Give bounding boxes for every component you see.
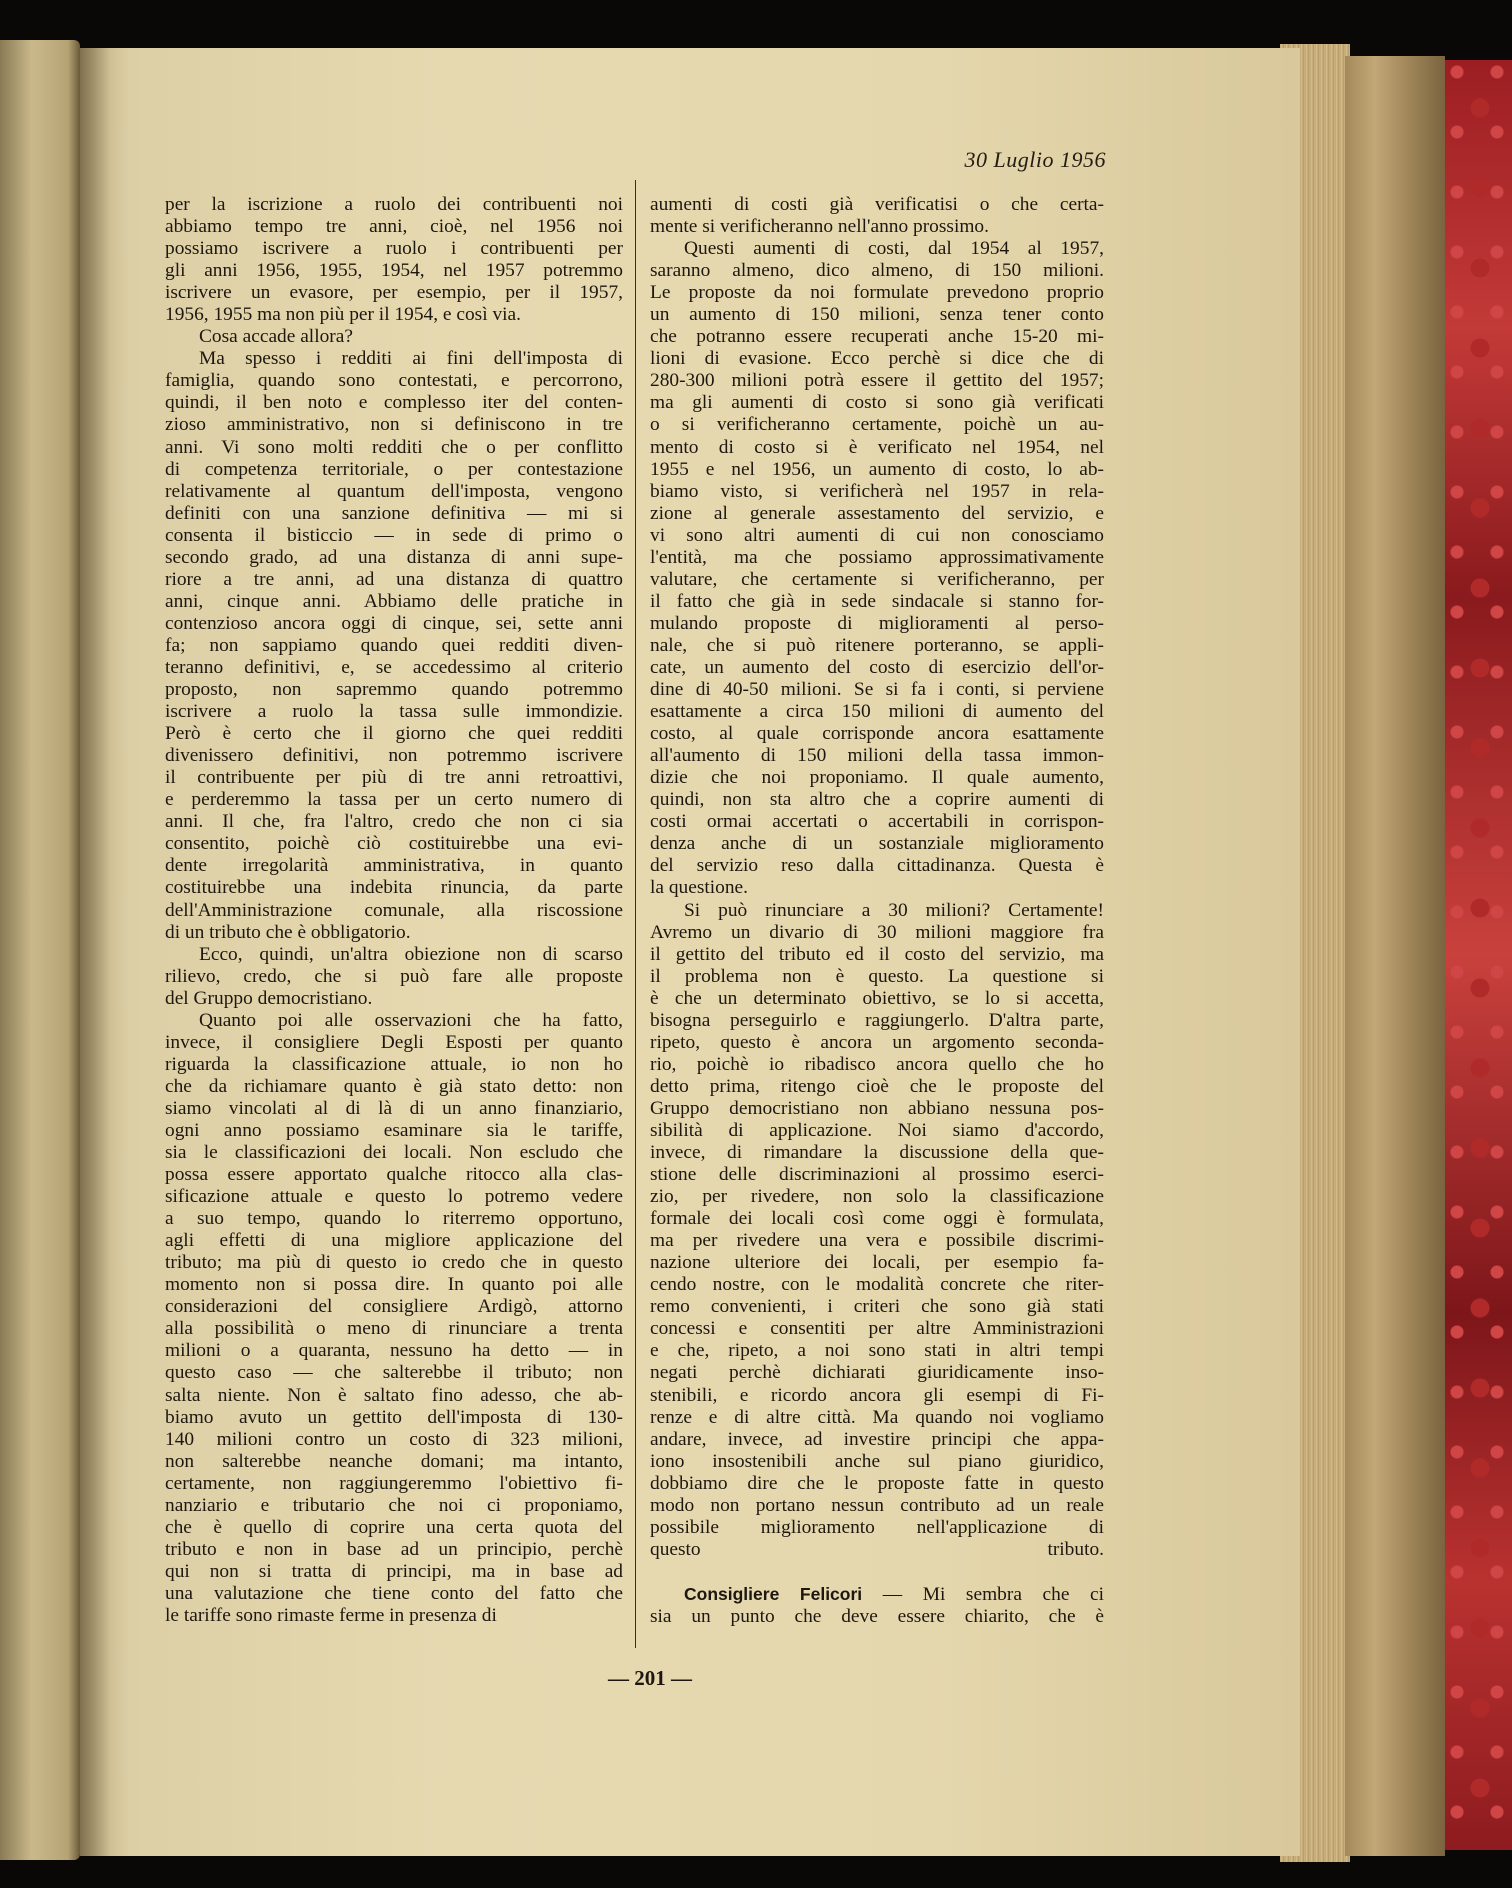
speech-intro-line <box>650 1583 1104 1606</box>
text-line: quindi, non sta altro che a coprire aumenti di <box>650 789 1104 811</box>
text-line: è che un determinato obiettivo, se lo si accetta, <box>650 987 1104 1009</box>
text-line: consenta il bisticcio — in sede di primo o <box>165 524 623 546</box>
text-line: considerazioni del consigliere Ardigò, attorno <box>165 1296 623 1318</box>
text-line: Avremo un divario di 30 milioni maggiore fra <box>650 921 1104 943</box>
text-line: iono insostenibili anche sul piano giuridico, <box>650 1450 1104 1472</box>
text-line: mento di costo si è verificato nel 1954, nel <box>650 436 1104 458</box>
text-line: Le proposte da noi formulate prevedono proprio <box>650 282 1104 304</box>
text-line: possiamo iscrivere a ruolo i contribuenti per <box>165 238 623 260</box>
text-line: mulando proposte di miglioramenti al perso- <box>650 612 1104 634</box>
text-line: invece, di rimandare la discussione della que- <box>650 1142 1104 1164</box>
text-line: e che, ripeto, a noi sono stati in altri tempi <box>650 1340 1104 1362</box>
text-line: 1956, 1955 ma non più per il 1954, e così via. <box>165 304 521 326</box>
text-line: rilievo, credo, che si può fare alle proposte <box>165 965 623 987</box>
text-line: Ma spesso i redditi ai fini dell'imposta di <box>199 348 623 370</box>
text-line: dell'Amministrazione comunale, alla riscossione <box>165 899 623 921</box>
text-line: definiti con una sanzione definitiva — mi si <box>165 502 623 524</box>
text-line: che è quello di coprire una certa quota del <box>165 1516 623 1538</box>
text-line: le tariffe sono rimaste ferme in presenza di <box>165 1605 497 1626</box>
text-line: rio, poichè io ribadisco ancora quello che ho <box>650 1053 1104 1075</box>
text-line: sificazione attuale e questo lo potremo vedere <box>165 1186 623 1208</box>
text-line: teranno definitivi, e, se accedessimo al criterio <box>165 656 623 678</box>
text-line: momento non si possa dire. In quanto poi alle <box>165 1274 623 1296</box>
text-line: vi sono altri aumenti di cui non conosciamo <box>650 524 1104 546</box>
book-cover <box>1445 60 1512 1850</box>
paragraph-gap <box>650 1561 1104 1583</box>
text-line: l'entità, ma che possiamo approssimativamente <box>650 546 1104 568</box>
text-line: formale dei locali così come oggi è formulata, <box>650 1208 1104 1230</box>
text-line: possibile miglioramento nell'applicazione di <box>650 1516 1104 1538</box>
text-line: costituirebbe una indebita rinuncia, da parte <box>165 877 623 899</box>
text-line: consentito, poichè ciò costituirebbe una evi- <box>165 833 623 855</box>
text-line: relativamente al quantum dell'imposta, vengono <box>165 480 623 502</box>
text-line: 140 milioni contro un costo di 323 milioni, <box>165 1428 623 1450</box>
gutter-shadow <box>80 48 110 1856</box>
text-line: biamo visto, si verificherà nel 1957 in rela- <box>650 480 1104 502</box>
text-line: Gruppo democristiano non abbiano nessuna pos- <box>650 1097 1104 1119</box>
text-line: certamente, non raggiungeremmo l'obiettivo fi- <box>165 1472 623 1494</box>
text-line: il fatto che già in sede sindacale si stanno for- <box>650 590 1104 612</box>
text-line: quindi, il ben noto e complesso iter del conten- <box>165 392 623 414</box>
text-line: salta niente. Non è saltato fino adesso, che ab- <box>165 1384 623 1406</box>
text-line: tributo; ma più di questo io credo che in questo <box>165 1252 623 1274</box>
text-line: concessi e consentiti per altre Amministrazioni <box>650 1318 1104 1340</box>
text-line: che potranno essere recuperati anche 15-20 mi- <box>650 326 1104 348</box>
text-line: gli anni 1956, 1955, 1954, nel 1957 potremmo <box>165 260 623 282</box>
text-line: alla possibilità o meno di rinunciare a trenta <box>165 1318 623 1340</box>
text-line: anni. Vi sono molti redditi che o per conflitto <box>165 436 623 458</box>
text-line: un aumento di 150 milioni, senza tener conto <box>650 304 1104 326</box>
text-line: ma gli aumenti di costo si sono già verificati <box>650 392 1104 414</box>
text-line: nale, che si può ritenere porteranno, se appli- <box>650 634 1104 656</box>
text-line: che da richiamare quanto è già stato detto: non <box>165 1075 623 1097</box>
text-line: mente si verificheranno nell'anno prossimo. <box>650 216 989 238</box>
text-line: nazione ulteriore dei locali, per esempio fa- <box>650 1252 1104 1274</box>
text-line: milioni o a quaranta, nessuno ha detto — in <box>165 1340 623 1362</box>
text-line: costi ormai accertati o accertabili in corrispon- <box>650 811 1104 833</box>
text-line: lioni di evasione. Ecco perchè si dice che di <box>650 348 1104 370</box>
text-line: proposto, non sapremmo quando potremmo <box>165 679 623 701</box>
text-line: bisogna perseguirlo e raggiungerlo. D'altra parte, <box>650 1009 1104 1031</box>
left-column <box>165 194 623 1627</box>
text-line: riore a tre anni, ad una distanza di quattro <box>165 568 623 590</box>
text-line: dine di 40-50 milioni. Se si fa i conti, si perviene <box>650 679 1104 701</box>
text-line: fa; non sappiamo quando quei redditi diven- <box>165 634 623 656</box>
text-line: ma per rivedere una vera e possibile discrimi- <box>650 1230 1104 1252</box>
text-line: il contribuente per più di tre anni retroattivi, <box>165 767 623 789</box>
speaker-name: Consigliere Felicori <box>684 1583 863 1604</box>
text-line: riguarda la classificazione attuale, io non ho <box>165 1053 623 1075</box>
text-line: dizie che noi proponiamo. Il quale aumento, <box>650 767 1104 789</box>
text-line: Ecco, quindi, un'altra obiezione non di scarso <box>199 943 623 965</box>
text-line: 1955 e nel 1956, un aumento di costo, lo ab- <box>650 458 1104 480</box>
text-line: iscrivere un evasore, per esempio, per il 1957, <box>165 282 623 304</box>
speech-text: — Mi sembra che ci <box>862 1583 1105 1605</box>
text-line: per la iscrizione a ruolo dei contribuenti noi <box>165 194 623 215</box>
text-line: famiglia, quando sono contestati, e percorrono, <box>165 370 623 392</box>
text-line: sia un punto che deve essere chiarito, che è <box>650 1605 1104 1627</box>
text-line: saranno almeno, dico almeno, di 150 milioni. <box>650 260 1104 282</box>
text-line: dobbiamo dire che le proposte fatte in questo <box>650 1472 1104 1494</box>
text-line: questo tributo. <box>650 1538 1104 1560</box>
text-line: denza anche di un sostanziale miglioramento <box>650 833 1104 855</box>
text-line: la questione. <box>650 877 749 899</box>
text-line: siamo vincolati al di là di un anno finanziario, <box>165 1097 623 1119</box>
text-line: di un tributo che è obbligatorio. <box>165 921 411 943</box>
column-divider <box>635 180 636 1648</box>
text-line: aumenti di costi già verificatisi o che certa- <box>650 194 1104 215</box>
text-line: e perderemmo la tassa per un certo numero di <box>165 789 623 811</box>
text-line: possa essere apportato qualche ritocco alla clas- <box>165 1164 623 1186</box>
text-line: sibilità di applicazione. Noi siamo d'accordo, <box>650 1119 1104 1141</box>
text-line: anni. Il che, fra l'altro, credo che non ci sia <box>165 811 623 833</box>
text-line: renze e di altre città. Ma quando noi vogliamo <box>650 1406 1104 1428</box>
text-line: andare, invece, ad investire principi che appa- <box>650 1428 1104 1450</box>
text-line: nanziario e tributario che noi ci proponiamo, <box>165 1494 623 1516</box>
text-line: iscrivere a ruolo la tassa sulle immondizie. <box>165 701 623 723</box>
text-line: ripeto, questo è ancora un argomento seconda- <box>650 1031 1104 1053</box>
text-line: Si può rinunciare a 30 milioni? Certamente! <box>684 899 1104 921</box>
text-line: zione al generale assestamento del servizio, e <box>650 502 1104 524</box>
page-number: — 201 — <box>608 1666 692 1690</box>
text-line: del servizio reso dalla cittadinanza. Questa è <box>650 855 1104 877</box>
text-line: Questi aumenti di costi, dal 1954 al 1957, <box>684 238 1104 260</box>
text-line: del Gruppo democristiano. <box>165 987 373 1009</box>
text-line: Però è certo che il giorno che quei redditi <box>165 723 623 745</box>
text-line: zioso amministrativo, non si definiscono in tre <box>165 414 623 436</box>
text-line: tributo e non in base ad un principio, perchè <box>165 1538 623 1560</box>
text-line: biamo avuto un gettito dell'imposta di 130- <box>165 1406 623 1428</box>
text-line: il gettito del tributo ed il costo del servizio, ma <box>650 943 1104 965</box>
text-line: Cosa accade allora? <box>199 326 353 348</box>
text-line: anni, cinque anni. Abbiamo delle pratiche in <box>165 590 623 612</box>
text-line: stenibili, e ricordo ancora gli esempi di Fi- <box>650 1384 1104 1406</box>
text-line: ogni anno possiamo esaminare sia le tariffe, <box>165 1119 623 1141</box>
text-line: una valutazione che tiene conto del fatto che <box>165 1582 623 1604</box>
text-line: remo convenienti, i criteri che sono già stati <box>650 1296 1104 1318</box>
text-line: a suo tempo, quando lo riterremo opportuno, <box>165 1208 623 1230</box>
text-line: il problema non è questo. La questione si <box>650 965 1104 987</box>
text-line: zio, per rivedere, non solo la classificazione <box>650 1186 1104 1208</box>
right-column <box>650 194 1104 1628</box>
text-line: detto prima, ritengo cioè che le proposte del <box>650 1075 1104 1097</box>
text-line: Quanto poi alle osservazioni che ha fatto, <box>199 1009 623 1031</box>
text-line: o si verificheranno certamente, poichè un au- <box>650 414 1104 436</box>
page-block-edge <box>1345 56 1445 1856</box>
text-line: stione delle discriminazioni al prossimo eserci- <box>650 1164 1104 1186</box>
text-line: valutare, che certamente si verificheranno, per <box>650 568 1104 590</box>
text-line: all'aumento di 150 milioni della tassa immon- <box>650 745 1104 767</box>
text-line: divenissero definitivi, non potremmo iscrivere <box>165 745 623 767</box>
text-line: sia le classificazioni dei locali. Non escludo che <box>165 1142 623 1164</box>
text-line: dente irregolarità amministrativa, in quanto <box>165 855 623 877</box>
text-line: agli effetti di una migliore applicazione del <box>165 1230 623 1252</box>
text-line: contenzioso ancora oggi di cinque, sei, sette anni <box>165 612 623 634</box>
text-line: non salterebbe neanche domani; ma intanto, <box>165 1450 623 1472</box>
text-line: negati perchè dichiarati giuridicamente inso- <box>650 1362 1104 1384</box>
text-line: costo, al quale corrisponde ancora esattamente <box>650 723 1104 745</box>
facing-page <box>0 40 80 1860</box>
text-line: cate, un aumento del costo di esercizio dell'or- <box>650 656 1104 678</box>
page-date: 30 Luglio 1956 <box>964 147 1106 172</box>
text-line: modo non portano nessun contributo ad un reale <box>650 1494 1104 1516</box>
text-line: secondo grado, ad una distanza di anni supe- <box>165 546 623 568</box>
text-line: qui non si tratta di principi, ma in base ad <box>165 1560 623 1582</box>
text-line: cendo nostre, con le modalità concrete che riter- <box>650 1274 1104 1296</box>
text-line: abbiamo tempo tre anni, cioè, nel 1956 noi <box>165 216 623 238</box>
text-line: 280-300 milioni potrà essere il gettito del 1957; <box>650 370 1104 392</box>
text-line: questo caso — che salterebbe il tributo; non <box>165 1362 623 1384</box>
text-line: invece, il consigliere Degli Esposti per quanto <box>165 1031 623 1053</box>
text-line: di competenza territoriale, o per contestazione <box>165 458 623 480</box>
text-line: esattamente a circa 150 milioni di aumento del <box>650 701 1104 723</box>
